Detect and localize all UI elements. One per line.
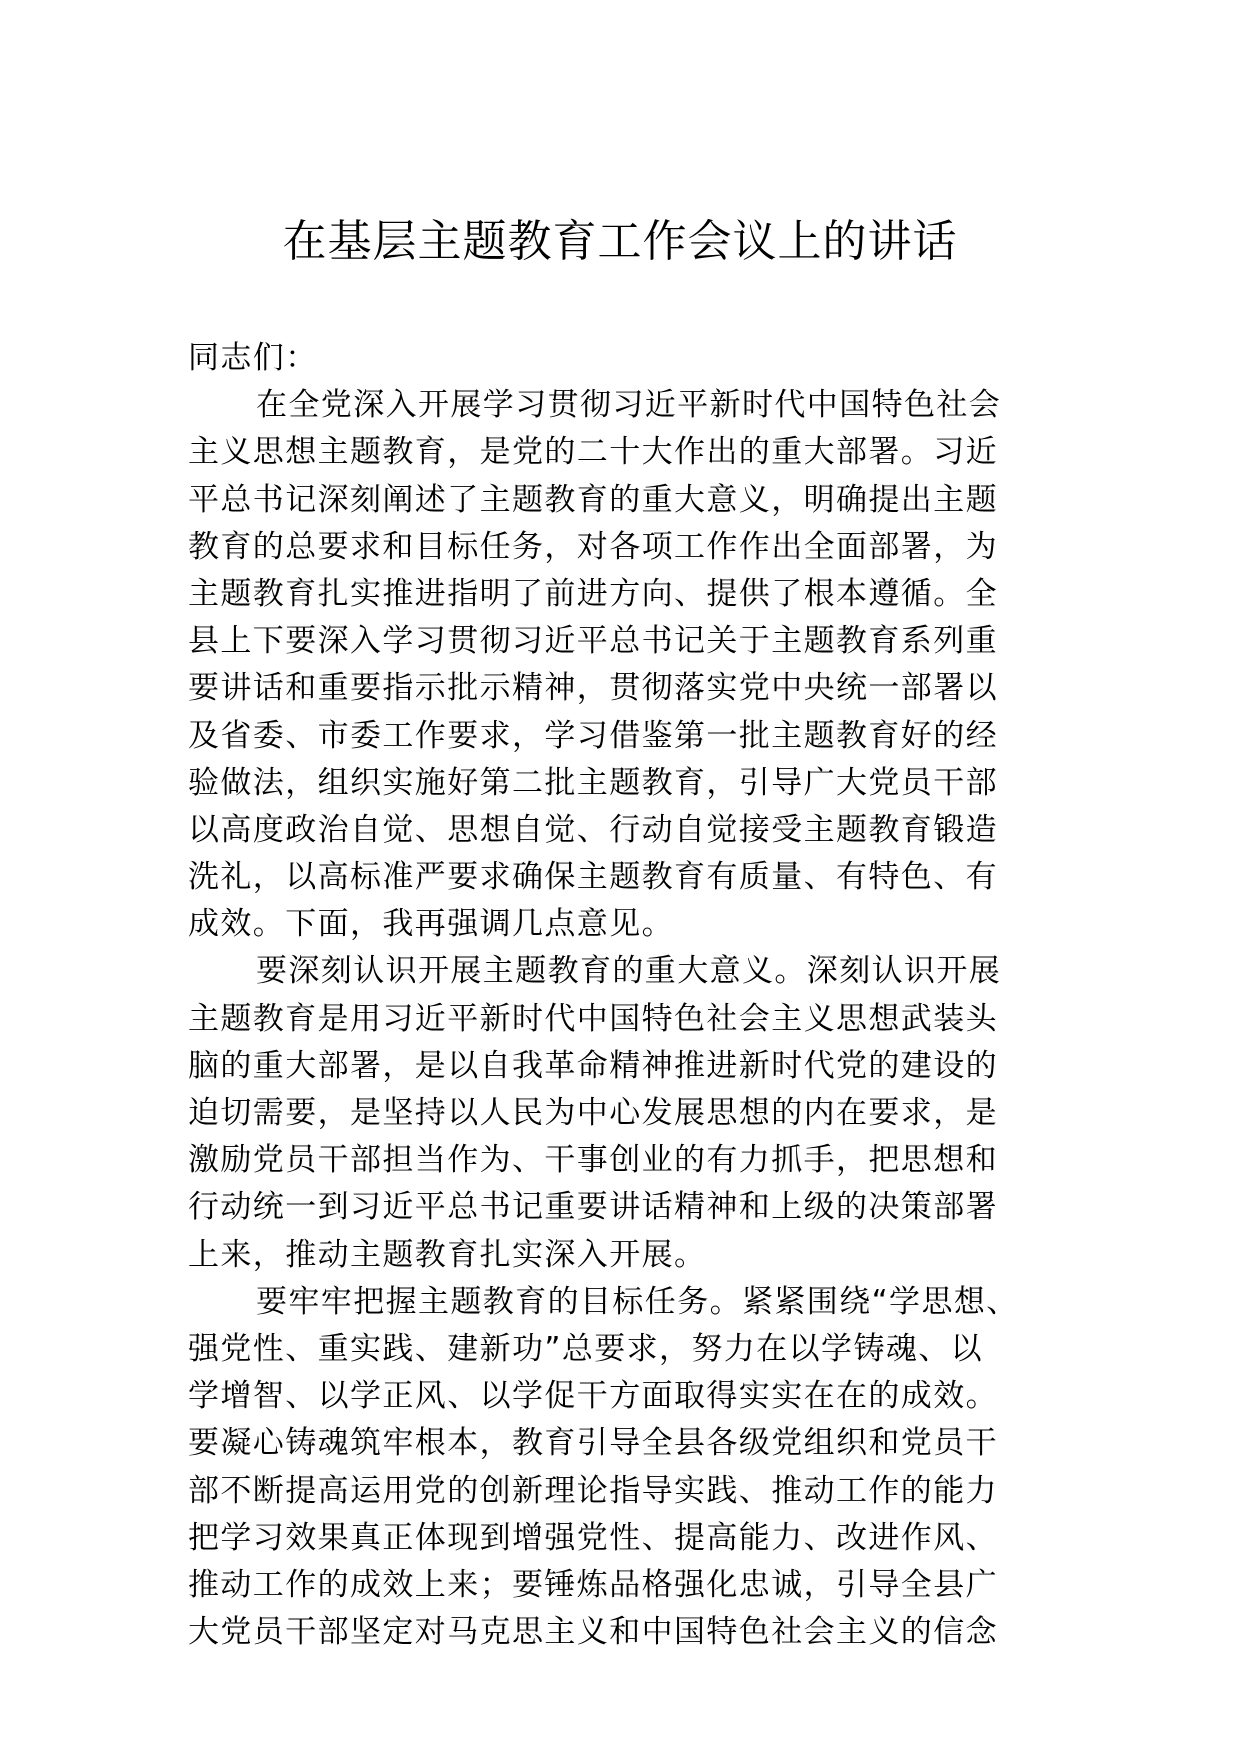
text-line: 主题教育是用习近平新时代中国特色社会主义思想武装头 [188, 1000, 998, 1037]
text-line: 县上下要深入学习贯彻习近平总书记关于主题教育系列重 [188, 623, 998, 660]
text-line: 同志们： [188, 340, 318, 376]
text-line: 要凝心铸魂筑牢根本，教育引导全县各级党组织和党员干 [188, 1425, 998, 1462]
text-line: 强党性、重实践、建新功”总要求，努力在以学铸魂、以 [188, 1330, 984, 1367]
text-line: 迫切需要，是坚持以人民为中心发展思想的内在要求，是 [188, 1095, 998, 1131]
text-line: 洗礼，以高标准严要求确保主题教育有质量、有特色、有 [188, 859, 998, 896]
text-line: 成效。下面，我再强调几点意见。 [188, 906, 674, 943]
text-line: 及省委、市委工作要求，学习借鉴第一批主题教育好的经 [188, 717, 998, 754]
text-line: 教育的总要求和目标任务，对各项工作作出全面部署，为 [188, 528, 998, 565]
text-line: 脑的重大部署，是以自我革命精神推进新时代党的建设的 [188, 1047, 998, 1084]
text-line: 把学习效果真正体现到增强党性、提高能力、改进作风、 [188, 1519, 998, 1556]
document-body [188, 335, 1058, 1656]
text-line: 部不断提高运用党的创新理论指导实践、推动工作的能力 [188, 1472, 998, 1509]
paragraph-first-line: 在全党深入开展学习贯彻习近平新时代中国特色社会 [256, 387, 1002, 424]
text-line: 上来，推动主题教育扎实深入开展。 [188, 1236, 707, 1273]
text-line: 主题教育扎实推进指明了前进方向、提供了根本遵循。全 [188, 575, 998, 612]
text-line: 要讲话和重要指示批示精神，贯彻落实党中央统一部署以 [188, 670, 998, 707]
text-line: 行动统一到习近平总书记重要讲话精神和上级的决策部署 [188, 1189, 998, 1226]
text-line: 学增智、以学正风、以学促干方面取得实实在在的成效。 [188, 1378, 998, 1415]
text-line: 验做法，组织实施好第二批主题教育，引导广大党员干部 [188, 764, 998, 801]
text-line: 平总书记深刻阐述了主题教育的重大意义，明确提出主题 [188, 481, 998, 518]
text-line: 主义思想主题教育，是党的二十大作出的重大部署。习近 [188, 434, 998, 471]
paragraph-first-line: 要深刻认识开展主题教育的重大意义。深刻认识开展 [256, 953, 1002, 990]
document-title: 在基层主题教育工作会议上的讲话 [282, 216, 958, 267]
text-line: 推动工作的成效上来；要锤炼品格强化忠诚，引导全县广 [188, 1566, 998, 1603]
paragraph-first-line: 要牢牢把握主题教育的目标任务。紧紧围绕“学思想、 [256, 1283, 1019, 1320]
text-line: 以高度政治自觉、思想自觉、行动自觉接受主题教育锻造 [188, 811, 998, 848]
text-line: 激励党员干部担当作为、干事创业的有力抓手，把思想和 [188, 1142, 998, 1179]
text-line: 大党员干部坚定对马克思主义和中国特色社会主义的信念 [188, 1614, 998, 1651]
